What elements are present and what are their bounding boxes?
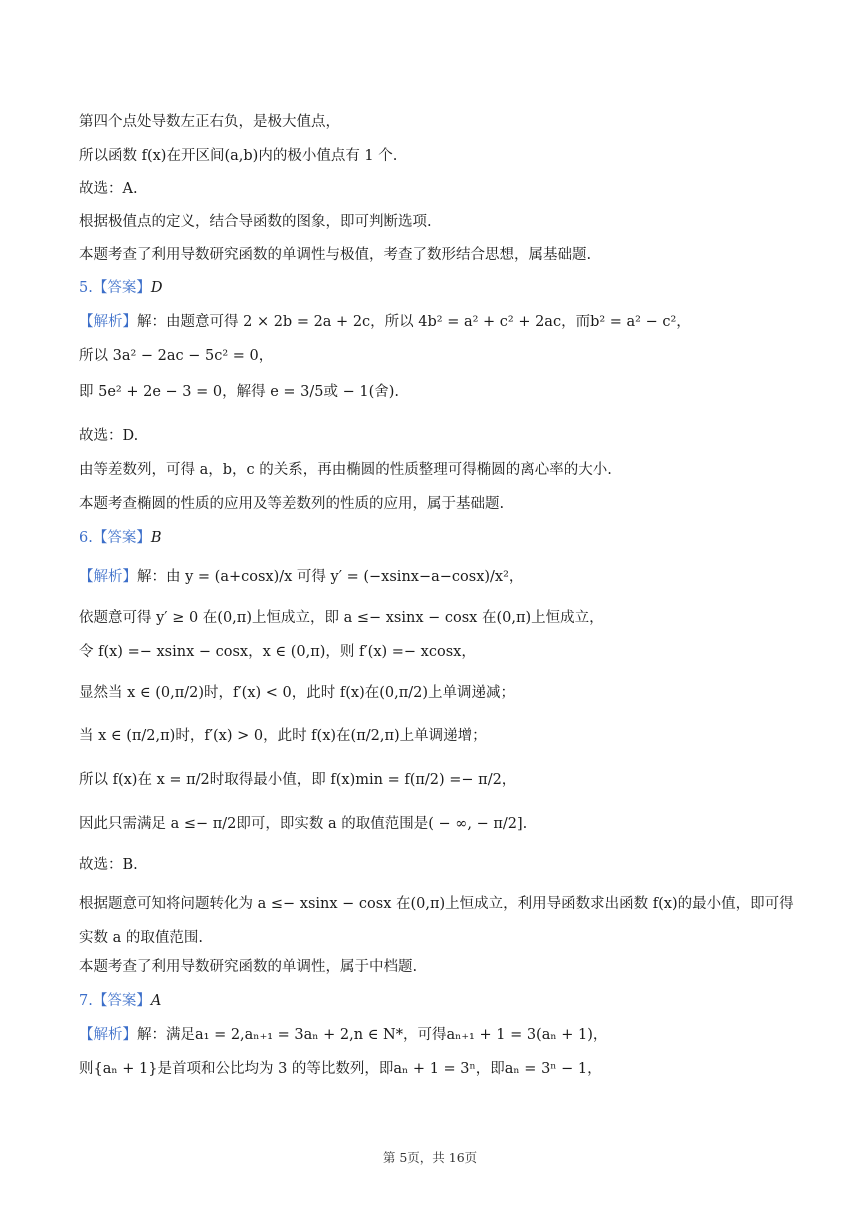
- text-line: 故选：A.: [79, 181, 138, 197]
- analysis-tag: 【解析】: [79, 569, 137, 585]
- text-line: 故选：D.: [79, 428, 139, 444]
- answer-value: B: [150, 530, 162, 546]
- page-footer: 第 5页，共 16页: [382, 1150, 478, 1165]
- text-line: 解：由 y = (a+cosx)/x 可得 y′ = (−xsinx−a−cosx)/x²，: [137, 569, 524, 585]
- text-line: 因此只需满足 a ≤− π/2即可，即实数 a 的取值范围是( − ∞, − π/2].: [79, 816, 528, 832]
- answer-tag: 5.【答案】: [79, 280, 151, 296]
- text-line: 本题考查椭圆的性质的应用及等差数列的性质的应用，属于基础题.: [79, 496, 505, 512]
- text-line: 所以函数 f(x)在开区间(a,b)内的极小值点有 1 个.: [79, 148, 398, 164]
- answer-tag: 7.【答案】: [79, 993, 151, 1009]
- text-line: 当 x ∈ (π/2,π)时，f′(x) > 0，此时 f(x)在(π/2,π)上单调递增；: [79, 728, 487, 744]
- text-line: 根据极值点的定义，结合导函数的图象，即可判断选项.: [79, 214, 432, 230]
- q6-analysis-line: [79, 566, 800, 588]
- text-line: 令 f(x) =− xsinx − cosx，x ∈ (0,π)，则 f′(x) =− xcosx，: [79, 644, 476, 660]
- text-line: 本题考查了利用导数研究函数的单调性与极值，考查了数形结合思想，属基础题.: [79, 247, 592, 263]
- text-line: 所以 f(x)在 x = π/2时取得最小值，即 f(x)min = f(π/2) =− π/2，: [79, 772, 517, 788]
- text-line: 所以 3a² − 2ac − 5c² = 0，: [79, 348, 274, 364]
- text-line: 由等差数列，可得 a，b，c 的关系，再由椭圆的性质整理可得椭圆的离心率的大小.: [79, 462, 612, 478]
- text-line: 则{aₙ + 1}是首项和公比均为 3 的等比数列，即aₙ + 1 = 3ⁿ，即aₙ = 3ⁿ − 1，: [79, 1061, 602, 1077]
- text-paragraph: 根据题意可知将问题转化为 a ≤− xsinx − cosx 在(0,π)上恒成立，利用导函数求出函数 f(x)的最小值，即可得实数 a 的取值范围.: [79, 896, 794, 946]
- analysis-tag: 【解析】: [79, 314, 137, 330]
- answer-value: A: [150, 993, 162, 1009]
- text-line: 故选：B.: [79, 857, 138, 873]
- text-line: 解：由题意可得 2 × 2b = 2a + 2c，所以 4b² = a² + c² + 2ac，而b² = a² − c²，: [137, 314, 691, 330]
- text-line: 第四个点处导数左正右负，是极大值点，: [79, 114, 340, 130]
- text-line: 显然当 x ∈ (0,π/2)时，f′(x) < 0，此时 f(x)在(0,π/2)上单调递减；: [79, 685, 516, 701]
- q7-answer-line: [79, 990, 800, 1012]
- text-line: 即 5e² + 2e − 3 = 0，解得 e = 3/5或 − 1(舍).: [79, 384, 399, 400]
- q6-answer-line: [79, 527, 800, 549]
- q5-analysis-line: [79, 311, 800, 333]
- text-line: 解：满足a₁ = 2,aₙ₊₁ = 3aₙ + 2,n ∈ N*，可得aₙ₊₁ + 1 = 3(aₙ + 1)，: [137, 1027, 608, 1043]
- answer-tag: 6.【答案】: [79, 530, 151, 546]
- q5-answer-line: [79, 277, 800, 299]
- q7-analysis-line: [79, 1024, 800, 1046]
- text-line: 依题意可得 y′ ≥ 0 在(0,π)上恒成立，即 a ≤− xsinx − cosx 在(0,π)上恒成立，: [79, 610, 604, 626]
- text-line: 本题考查了利用导数研究函数的单调性，属于中档题.: [79, 959, 418, 975]
- analysis-tag: 【解析】: [79, 1027, 137, 1043]
- answer-value: D: [150, 280, 163, 296]
